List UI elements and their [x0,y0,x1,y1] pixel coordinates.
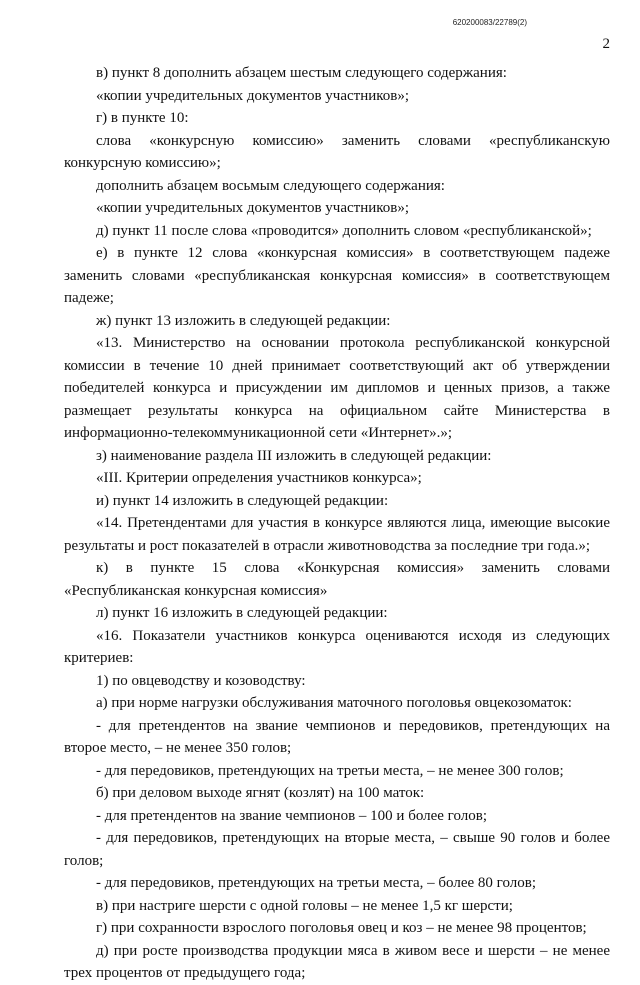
paragraph: «копии учредительных документов участников»; [96,87,410,104]
paragraph: слова «конкурсную комиссию» заменить словами «республиканскую конкурсную комиссию»; [64,132,610,171]
document-body [64,62,610,985]
paragraph: л) пункт 16 изложить в следующей редакции: [96,605,388,621]
paragraph: в) при настриге шерсти с одной головы – не менее 1,5 кг шерсти; [96,897,513,914]
paragraph: - для передовиков, претендующих на вторые места, – свыше 90 голов и более голов; [64,830,610,869]
paragraph: - для претендентов на звание чемпионов и передовиков, претендующих на второе место, – не менее 350 голов; [64,717,610,756]
paragraph: «16. Показатели участников конкурса оцениваются исходя из следующих критериев: [64,627,610,666]
page-number: 2 [602,36,610,52]
paragraph: к) в пункте 15 слова «Конкурсная комиссия» заменить словами «Республиканская конкурсная комиссия» [64,560,610,599]
paragraph: г) при сохранности взрослого поголовья овец и коз – не менее 98 процентов; [96,920,587,936]
document-id: 620200083/22789(2) [452,18,527,27]
paragraph: и) пункт 14 изложить в следующей редакции: [96,492,389,509]
paragraph: - для претендентов на звание чемпионов – 100 и более голов; [96,807,487,824]
paragraph: б) при деловом выходе ягнят (козлят) на 100 маток: [96,785,425,801]
paragraph: ж) пункт 13 изложить в следующей редакции: [96,312,391,329]
paragraph: г) в пункте 10: [96,110,189,126]
paragraph: в) пункт 8 дополнить абзацем шестым следующего содержания: [96,65,507,81]
paragraph: - для передовиков, претендующих на третьи места, – не менее 300 голов; [96,762,564,779]
paragraph: д) пункт 11 после слова «проводится» дополнить словом «республиканской»; [96,222,592,239]
paragraph: д) при росте производства продукции мяса в живом весе и шерсти – не менее трех процентов от предыдущего года; [64,942,610,981]
paragraph: «копии учредительных документов участников»; [96,200,410,216]
paragraph: а) при норме нагрузки обслуживания маточного поголовья овцекозоматок: [96,695,572,711]
paragraph: дополнить абзацем восьмым следующего содержания: [96,177,445,194]
paragraph: 1) по овцеводству и козоводству: [96,672,306,689]
paragraph: «14. Претендентами для участия в конкурсе являются лица, имеющие высокие результаты и рост показателей в отрасли животноводства за последние три года.»; [64,515,610,554]
paragraph: е) в пункте 12 слова «конкурсная комиссия» в соответствующем падеже заменить словами «республиканская конкурсная комиссия» в соответствующем падеже; [64,245,610,306]
paragraph: - для передовиков, претендующих на третьи места, – более 80 голов; [96,875,536,891]
paragraph: «III. Критерии определения участников конкурса»; [96,470,422,486]
paragraph: «13. Министерство на основании протокола республиканской конкурсной комиссии в течение 10 дней принимает соответствующий акт об утверждении победителей конкурса и присуждении им дипломов и ценных призов, а также размещает результаты конкурса на официальном сайте Министерства в информационно-телекоммуникационной сети «Интернет».»; [64,335,610,441]
paragraph: з) наименование раздела III изложить в следующей редакции: [96,447,492,464]
